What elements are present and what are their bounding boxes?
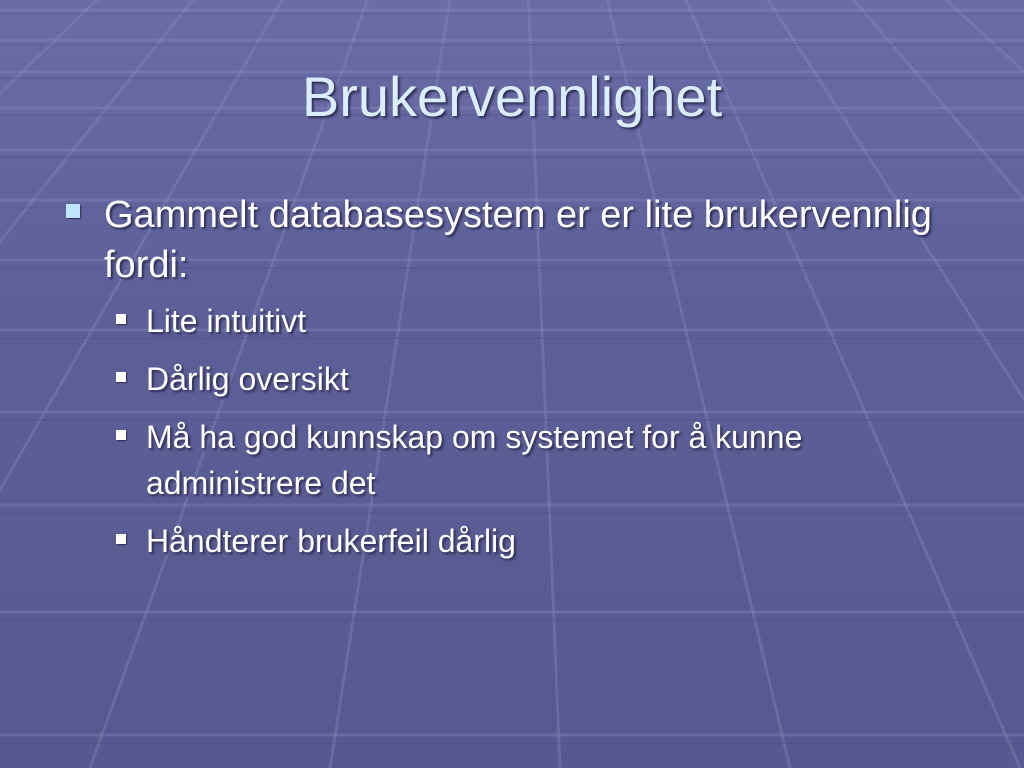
bullet-text: Gammelt databasesystem er er lite brukervennlig fordi: (104, 194, 932, 286)
bullet-item-level1 (60, 190, 960, 290)
square-bullet-icon (66, 204, 80, 218)
sub-bullet-item (60, 356, 960, 402)
sub-bullet-text: Dårlig oversikt (146, 361, 349, 397)
square-bullet-icon (116, 372, 126, 382)
sub-bullet-text: Må ha god kunnskap om systemet for å kunne administrere det (146, 419, 803, 501)
slide-title: Brukervennlighet (301, 65, 723, 128)
sub-bullet-text: Lite intuitivt (146, 303, 307, 339)
sub-bullet-item (60, 414, 960, 506)
sub-bullet-item (60, 298, 960, 344)
sub-bullet-text: Håndterer brukerfeil dårlig (146, 523, 516, 559)
square-bullet-icon (116, 430, 126, 440)
bullet-list (60, 190, 960, 576)
square-bullet-icon (116, 314, 126, 324)
square-bullet-icon (116, 534, 126, 544)
sub-bullet-item (60, 518, 960, 564)
